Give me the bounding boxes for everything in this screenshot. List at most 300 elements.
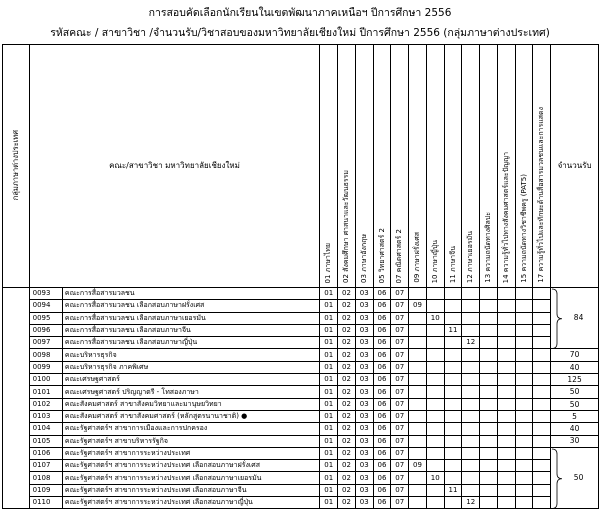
subject-cell: [497, 484, 515, 496]
subject-cell: 03: [355, 300, 373, 312]
faculty-code: 0097: [29, 337, 62, 349]
subject-cell: [409, 374, 427, 386]
subject-cell: [444, 410, 462, 422]
subject-cell: [497, 337, 515, 349]
subject-cell: [462, 398, 480, 410]
subject-cell: 02: [338, 435, 356, 447]
subject-cell: 06: [373, 398, 391, 410]
subject-cell: [480, 337, 498, 349]
subject-cell: [409, 361, 427, 373]
subject-cell: [426, 497, 444, 509]
subject-cell: 07: [391, 423, 409, 435]
subject-cell: [426, 300, 444, 312]
faculty-code: 0100: [29, 374, 62, 386]
subject-cell: [497, 435, 515, 447]
subject-cell: [426, 410, 444, 422]
subject-cell: 03: [355, 398, 373, 410]
subject-cell: [409, 312, 427, 324]
faculty-code: 0094: [29, 300, 62, 312]
subject-cell: [480, 398, 498, 410]
table-row: [3, 337, 599, 349]
subject-cell: 01: [320, 361, 338, 373]
subject-cell: [426, 435, 444, 447]
subject-cell: 06: [373, 386, 391, 398]
subject-cell: 06: [373, 374, 391, 386]
subject-cell: 07: [391, 398, 409, 410]
table-row: [3, 497, 599, 509]
subject-cell: [497, 386, 515, 398]
amount-value: 5: [551, 410, 599, 422]
subject-cell: 02: [338, 484, 356, 496]
group-cell: [3, 337, 30, 349]
major-name: คณะรัฐศาสตร์ฯ สาขาการระหว่างประเทศ: [62, 447, 319, 459]
subject-cell: 02: [338, 349, 356, 361]
subject-cell: 02: [338, 386, 356, 398]
subject-cell: [497, 497, 515, 509]
subject-cell: [515, 472, 533, 484]
subject-cell: 12: [462, 337, 480, 349]
major-name: คณะสังคมศาสตร์ สาขาสังคมวิทยาและมานุษยวิทยา: [62, 398, 319, 410]
subject-cell: [497, 374, 515, 386]
amount-value: 50: [551, 386, 599, 398]
subject-cell: [497, 423, 515, 435]
subject-cell: [515, 447, 533, 459]
subject-cell: [533, 472, 551, 484]
group-header: กลุ่มภาษาต่างประเทศ: [3, 45, 30, 288]
subject-cell: [462, 484, 480, 496]
subject-cell: [444, 300, 462, 312]
subject-cell: [444, 312, 462, 324]
subject-cell: [444, 288, 462, 300]
subject-cell: 01: [320, 386, 338, 398]
subject-cell: [497, 324, 515, 336]
subject-cell: [426, 361, 444, 373]
table-row: [3, 460, 599, 472]
major-name: คณะรัฐศาสตร์ฯ สาขาบริหารรัฐกิจ: [62, 435, 319, 447]
faculty-code: 0104: [29, 423, 62, 435]
amount-value: 70: [551, 349, 599, 361]
subject-cell: 03: [355, 386, 373, 398]
amount-value: 84: [573, 313, 584, 323]
table-row: [3, 349, 599, 361]
subject-cell: [444, 472, 462, 484]
subject-cell: [515, 288, 533, 300]
faculty-code: 0101: [29, 386, 62, 398]
subject-cell: 01: [320, 423, 338, 435]
subject-cell: [409, 435, 427, 447]
subject-cell: 06: [373, 300, 391, 312]
faculty-code: 0093: [29, 288, 62, 300]
table-row: [3, 300, 599, 312]
subject-cell: 02: [338, 324, 356, 336]
subject-cell: 02: [338, 361, 356, 373]
subject-cell: [426, 398, 444, 410]
subject-header: 15 ความถนัดทางวิชาชีพครู (PAT5): [515, 45, 533, 288]
faculty-code: 0098: [29, 349, 62, 361]
subject-cell: 03: [355, 312, 373, 324]
subject-cell: 02: [338, 337, 356, 349]
subject-header: 09 ภาษาฝรั่งเศส: [409, 45, 427, 288]
subject-header: 10 ภาษาญี่ปุ่น: [426, 45, 444, 288]
subject-header: 13 ความถนัดทางศิลปะ: [480, 45, 498, 288]
subject-cell: [409, 472, 427, 484]
subject-cell: [497, 349, 515, 361]
subject-cell: 07: [391, 435, 409, 447]
subject-cell: 07: [391, 484, 409, 496]
subject-cell: [409, 398, 427, 410]
major-name: คณะการสื่อสารมวลชน เลือกสอบภาษาจีน: [62, 324, 319, 336]
subject-cell: 01: [320, 435, 338, 447]
subject-cell: 03: [355, 288, 373, 300]
subject-cell: [515, 423, 533, 435]
subject-cell: 03: [355, 460, 373, 472]
group-cell: [3, 472, 30, 484]
subject-cell: [444, 435, 462, 447]
subject-cell: 07: [391, 337, 409, 349]
subject-cell: 07: [391, 460, 409, 472]
subject-cell: [533, 460, 551, 472]
subject-cell: [533, 435, 551, 447]
group-cell: [3, 300, 30, 312]
subject-cell: [409, 497, 427, 509]
table-row: [3, 484, 599, 496]
subject-cell: 11: [444, 484, 462, 496]
table-row: [3, 361, 599, 373]
subject-cell: 07: [391, 361, 409, 373]
subject-cell: [480, 288, 498, 300]
subject-cell: [480, 435, 498, 447]
amount-cell-merged: [551, 447, 599, 508]
subject-cell: 06: [373, 288, 391, 300]
subject-cell: 06: [373, 423, 391, 435]
major-name: คณะการสื่อสารมวลชน: [62, 288, 319, 300]
major-name: คณะรัฐศาสตร์ฯ สาขาการระหว่างประเทศ เลือกสอบภาษาญี่ปุ่น: [62, 497, 319, 509]
subject-cell: [462, 460, 480, 472]
subject-cell: [515, 398, 533, 410]
table-row: [3, 435, 599, 447]
subject-cell: [515, 349, 533, 361]
subject-cell: 03: [355, 497, 373, 509]
subject-cell: 02: [338, 472, 356, 484]
subject-cell: 02: [338, 460, 356, 472]
subject-cell: 06: [373, 472, 391, 484]
major-name: คณะบริหารธุรกิจ: [62, 349, 319, 361]
faculty-code: 0108: [29, 472, 62, 484]
subject-cell: [462, 423, 480, 435]
subject-cell: [444, 337, 462, 349]
curly-brace-icon: [551, 288, 563, 349]
admission-table: [2, 44, 599, 509]
subject-cell: [515, 497, 533, 509]
table-row: [3, 423, 599, 435]
subject-cell: [515, 324, 533, 336]
group-cell: [3, 361, 30, 373]
subject-cell: [480, 447, 498, 459]
major-name: คณะรัฐศาสตร์ฯ สาขาการระหว่างประเทศ เลือกสอบภาษาฝรั่งเศส: [62, 460, 319, 472]
subject-cell: [426, 447, 444, 459]
subject-cell: [497, 361, 515, 373]
subject-cell: 10: [426, 312, 444, 324]
subject-cell: [409, 386, 427, 398]
group-cell: [3, 398, 30, 410]
amount-cell-merged: [551, 288, 599, 349]
subject-cell: 11: [444, 324, 462, 336]
subject-cell: [409, 410, 427, 422]
subject-cell: 01: [320, 312, 338, 324]
subject-cell: 06: [373, 337, 391, 349]
subject-cell: [462, 374, 480, 386]
faculty-code: 0096: [29, 324, 62, 336]
subject-cell: 09: [409, 460, 427, 472]
subject-cell: 03: [355, 435, 373, 447]
subject-cell: [462, 312, 480, 324]
subject-cell: [409, 349, 427, 361]
subject-cell: 06: [373, 447, 391, 459]
subject-cell: [533, 374, 551, 386]
subject-cell: [444, 398, 462, 410]
subject-header: 05 วิทยาศาสตร์ 2: [373, 45, 391, 288]
page-subtitle: รหัสคณะ / สาขาวิชา /จำนวนรับ/วิชาสอบของมหาวิทยาลัยเชียงใหม่ ปีการศึกษา 2556 (กลุ่มภาษาต่างประเทศ): [50, 27, 550, 39]
faculty-code: 0102: [29, 398, 62, 410]
subject-cell: 01: [320, 324, 338, 336]
subject-cell: [480, 423, 498, 435]
group-cell: [3, 324, 30, 336]
subject-cell: [480, 460, 498, 472]
subject-cell: 03: [355, 374, 373, 386]
subject-cell: [497, 472, 515, 484]
major-name: คณะรัฐศาสตร์ฯ สาขาการระหว่างประเทศ เลือกสอบภาษาเยอรมัน: [62, 472, 319, 484]
subject-cell: [426, 337, 444, 349]
subject-cell: [409, 337, 427, 349]
subject-cell: [462, 324, 480, 336]
subject-cell: [444, 386, 462, 398]
group-cell: [3, 288, 30, 300]
subject-cell: [533, 349, 551, 361]
subject-cell: [533, 324, 551, 336]
faculty-code: 0110: [29, 497, 62, 509]
subject-cell: [533, 361, 551, 373]
group-cell: [3, 374, 30, 386]
group-cell: [3, 386, 30, 398]
subject-cell: [409, 447, 427, 459]
subject-cell: [444, 349, 462, 361]
faculty-code: 0107: [29, 460, 62, 472]
group-cell: [3, 460, 30, 472]
subject-cell: 06: [373, 497, 391, 509]
group-cell: [3, 497, 30, 509]
subject-cell: [480, 410, 498, 422]
page-title: การสอบคัดเลือกนักเรียนในเขตพัฒนาภาคเหนือฯ ปีการศึกษา 2556: [148, 7, 452, 19]
table-row: [3, 472, 599, 484]
amount-header: จำนวนรับ: [551, 45, 599, 288]
amount-value: 30: [551, 435, 599, 447]
subject-header: 14 ความรู้ทั่วไปทางสังคมศาสตร์และปัญญา: [497, 45, 515, 288]
subject-cell: [497, 460, 515, 472]
amount-value: 50: [551, 398, 599, 410]
subject-cell: 02: [338, 423, 356, 435]
subject-cell: 03: [355, 337, 373, 349]
subject-cell: 07: [391, 447, 409, 459]
major-name: คณะการสื่อสารมวลชน เลือกสอบภาษาญี่ปุ่น: [62, 337, 319, 349]
subject-cell: [497, 300, 515, 312]
subject-cell: 06: [373, 460, 391, 472]
subject-cell: 07: [391, 288, 409, 300]
faculty-code: 0105: [29, 435, 62, 447]
subject-cell: 01: [320, 472, 338, 484]
subject-cell: [409, 484, 427, 496]
subject-cell: 07: [391, 497, 409, 509]
subject-cell: 01: [320, 497, 338, 509]
subject-cell: [444, 447, 462, 459]
subject-cell: [426, 349, 444, 361]
subject-cell: [515, 484, 533, 496]
subject-cell: [462, 447, 480, 459]
subject-cell: [409, 423, 427, 435]
group-cell: [3, 423, 30, 435]
subject-cell: [497, 398, 515, 410]
subject-cell: 02: [338, 288, 356, 300]
subject-cell: [515, 374, 533, 386]
subject-cell: [444, 361, 462, 373]
subject-cell: [462, 300, 480, 312]
subject-cell: [462, 361, 480, 373]
subject-cell: [462, 349, 480, 361]
table-row: [3, 288, 599, 300]
subject-cell: [480, 472, 498, 484]
subject-cell: 02: [338, 398, 356, 410]
subject-cell: [462, 288, 480, 300]
subject-cell: [533, 288, 551, 300]
subject-cell: 01: [320, 447, 338, 459]
subject-header: 03 ภาษาอังกฤษ: [355, 45, 373, 288]
subject-cell: 07: [391, 374, 409, 386]
subject-cell: [497, 410, 515, 422]
subject-cell: 06: [373, 484, 391, 496]
subject-cell: [426, 484, 444, 496]
subject-cell: [533, 337, 551, 349]
subject-cell: [533, 410, 551, 422]
subject-cell: 10: [426, 472, 444, 484]
subject-cell: 03: [355, 484, 373, 496]
group-cell: [3, 349, 30, 361]
faculty-code: 0106: [29, 447, 62, 459]
subject-cell: 01: [320, 410, 338, 422]
subject-cell: [444, 374, 462, 386]
subject-cell: [497, 447, 515, 459]
major-name: คณะรัฐศาสตร์ฯ สาขาการเมืองและการปกครอง: [62, 423, 319, 435]
major-name: คณะบริหารธุรกิจ ภาคพิเศษ: [62, 361, 319, 373]
subject-cell: [426, 288, 444, 300]
table-row: [3, 447, 599, 459]
amount-value: 40: [551, 423, 599, 435]
subject-cell: 01: [320, 460, 338, 472]
subject-cell: 07: [391, 386, 409, 398]
subject-cell: 06: [373, 435, 391, 447]
subject-cell: [480, 324, 498, 336]
subject-cell: 06: [373, 410, 391, 422]
subject-cell: 02: [338, 497, 356, 509]
subject-cell: [533, 423, 551, 435]
group-cell: [3, 484, 30, 496]
subject-cell: [480, 349, 498, 361]
subject-header: 11 ภาษาจีน: [444, 45, 462, 288]
subject-cell: 03: [355, 472, 373, 484]
subject-cell: 02: [338, 312, 356, 324]
subject-cell: [409, 288, 427, 300]
subject-cell: [515, 361, 533, 373]
subject-cell: 02: [338, 410, 356, 422]
subject-cell: [426, 386, 444, 398]
subject-cell: 06: [373, 312, 391, 324]
subject-cell: [444, 423, 462, 435]
subject-cell: [462, 410, 480, 422]
faculty-code: 0103: [29, 410, 62, 422]
subject-cell: [533, 312, 551, 324]
subject-cell: [515, 410, 533, 422]
group-cell: [3, 410, 30, 422]
group-cell: [3, 312, 30, 324]
subject-cell: 06: [373, 361, 391, 373]
subject-cell: 01: [320, 349, 338, 361]
subject-cell: [426, 423, 444, 435]
subject-cell: 01: [320, 484, 338, 496]
subject-cell: 06: [373, 324, 391, 336]
subject-cell: 07: [391, 300, 409, 312]
subject-cell: 02: [338, 300, 356, 312]
subject-cell: [480, 497, 498, 509]
subject-cell: [533, 484, 551, 496]
subject-cell: 01: [320, 300, 338, 312]
table-row: [3, 312, 599, 324]
subject-cell: 12: [462, 497, 480, 509]
subject-cell: [426, 460, 444, 472]
subject-cell: [480, 484, 498, 496]
subject-cell: 07: [391, 324, 409, 336]
table-row: [3, 386, 599, 398]
subject-cell: 07: [391, 312, 409, 324]
subject-cell: [497, 312, 515, 324]
faculty-code: 0099: [29, 361, 62, 373]
amount-value: 125: [551, 374, 599, 386]
subject-cell: 03: [355, 410, 373, 422]
major-name: คณะการสื่อสารมวลชน เลือกสอบภาษาฝรั่งเศส: [62, 300, 319, 312]
subject-header: 17 ความรู้ทั่วไปและทักษะด้านสื่อสารมวลชนและการแสดง: [533, 45, 551, 288]
subject-cell: [426, 324, 444, 336]
subject-cell: [533, 447, 551, 459]
major-name: คณะเศรษฐศาสตร์ ปริญญาตรี - โทสองภาษา: [62, 386, 319, 398]
subject-cell: 01: [320, 288, 338, 300]
subject-header: 02 สังคมศึกษา ศาสนาและวัฒนธรรม: [338, 45, 356, 288]
major-name: คณะรัฐศาสตร์ฯ สาขาการระหว่างประเทศ เลือกสอบภาษาจีน: [62, 484, 319, 496]
subject-cell: [515, 312, 533, 324]
table-row: [3, 324, 599, 336]
faculty-code: 0109: [29, 484, 62, 496]
subject-cell: 03: [355, 447, 373, 459]
amount-value: 40: [551, 361, 599, 373]
major-name: คณะเศรษฐศาสตร์: [62, 374, 319, 386]
major-header: คณะ/สาขาวิชา มหาวิทยาลัยเชียงใหม่: [29, 45, 320, 288]
subject-cell: [480, 312, 498, 324]
subject-header: 01 ภาษาไทย: [320, 45, 338, 288]
subject-cell: [426, 374, 444, 386]
subject-cell: 03: [355, 324, 373, 336]
subject-cell: [480, 386, 498, 398]
table-row: [3, 398, 599, 410]
subject-cell: 03: [355, 423, 373, 435]
amount-value: 50: [573, 473, 584, 483]
subject-cell: [444, 460, 462, 472]
major-name: คณะการสื่อสารมวลชน เลือกสอบภาษาเยอรมัน: [62, 312, 319, 324]
